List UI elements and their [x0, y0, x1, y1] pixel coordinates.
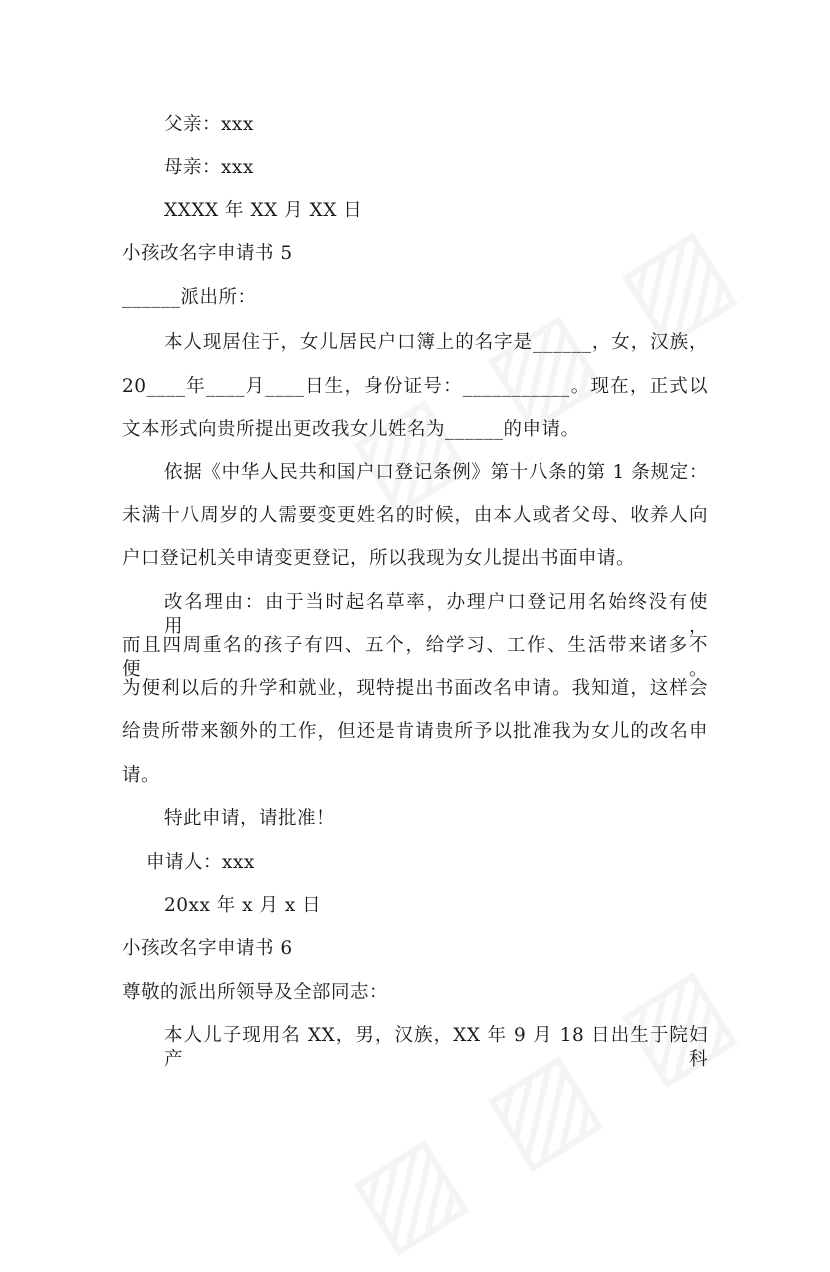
paragraph-line: 依据《中华人民共和国户口登记条例》第十八条的第 1 条规定：: [164, 462, 708, 483]
paragraph-line: 为便利以后的升学和就业，现特提出书面改名申请。我知道，这样会: [122, 678, 708, 699]
paragraph-line: 本人儿子现用名 XX，男，汉族，XX 年 9 月 18 日出生于院妇产科: [164, 1025, 708, 1070]
applicant-signature: 申请人：xxx: [146, 852, 255, 873]
section-heading-6: 小孩改名字申请书 6: [122, 938, 293, 959]
paragraph-line: 改名理由：由于当时起名草率，办理户口登记用名始终没有使用，: [164, 592, 708, 637]
paragraph-line: 未满十八周岁的人需要变更姓名的时候，由本人或者父母、收养人向: [122, 505, 708, 526]
closing-line: 特此申请，请批准！: [164, 808, 336, 829]
father-signature: 父亲：xxx: [164, 114, 254, 135]
paragraph-line: 请。: [122, 765, 161, 786]
watermark: [329, 936, 760, 1272]
mother-signature: 母亲：xxx: [164, 157, 254, 178]
paragraph-line: 20____年____月____日生，身份证号：___________。现在，正式以: [122, 376, 708, 397]
paragraph-line: 而且四周重名的孩子有四、五个，给学习、工作、生活带来诸多不便。: [122, 635, 708, 680]
date-line: 20xx 年 x 月 x 日: [164, 895, 322, 916]
date-line: XXXX 年 XX 月 XX 日: [164, 200, 363, 221]
salutation-line: 尊敬的派出所领导及全部同志：: [122, 982, 389, 1003]
paragraph-line: 本人现居住于，女儿居民户口簿上的名字是______，女，汉族，: [164, 332, 708, 353]
paragraph-line: 户口登记机关申请变更登记，所以我现为女儿提出书面申请。: [122, 548, 636, 569]
paragraph-line: 给贵所带来额外的工作，但还是肯请贵所予以批准我为女儿的改名申: [122, 721, 708, 742]
section-heading-5: 小孩改名字申请书 5: [122, 243, 293, 264]
addressee-line: ______派出所：: [122, 287, 257, 308]
paragraph-line: 文本形式向贵所提出更改我女儿姓名为______的申请。: [122, 419, 580, 440]
